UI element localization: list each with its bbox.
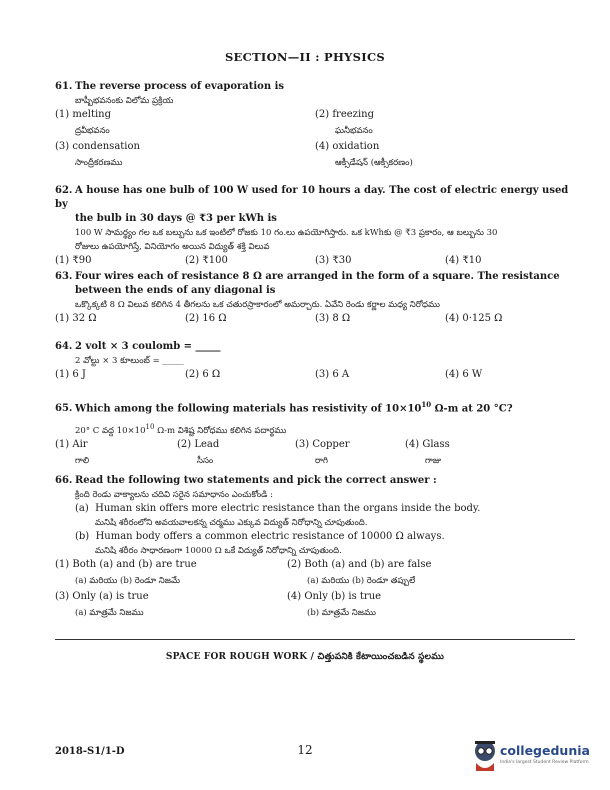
option-4: ₹10 (462, 255, 482, 266)
option-1-telugu: గాలి (75, 456, 90, 467)
option-2-telugu: ఘనీభవనం (335, 126, 373, 136)
option-number: (2) (315, 109, 330, 120)
question-stem-telugu: 100 W సామర్థ్యం గల ఒక బల్బును ఒక ఇంటిలో రోజకు 10 గం.లు ఉపయోగిస్తారు. ఒక kWhకు @ ₹3 ప్రకారం, ఆ బల్బును 30 (75, 228, 498, 238)
option-row-telugu (55, 574, 575, 590)
exponent: 10 (145, 423, 155, 432)
option-number: (4) (287, 591, 302, 602)
option-number: (1) (55, 369, 70, 380)
option-row (55, 254, 575, 270)
option-3: Copper (312, 439, 350, 451)
question-stem-telugu: బాష్పీభవనంకు విలోమ ప్రక్రియ (75, 96, 174, 106)
option-row (55, 312, 575, 328)
question-stem: The reverse process of evaporation is (75, 81, 285, 92)
option-3: 6 A (332, 369, 350, 380)
option-2: Both (a) and (b) are false (304, 559, 432, 570)
option-number: (3) (315, 369, 330, 380)
option-number: (2) (287, 559, 302, 570)
option-number: (2) (177, 439, 192, 451)
option-number: (2) (185, 313, 200, 324)
question-stem-tail: Ω-m at 20 °C? (431, 403, 513, 415)
question-63 (55, 270, 575, 328)
option-2: Lead (194, 439, 220, 451)
question-66 (55, 474, 575, 622)
question-65 (55, 398, 575, 470)
option-2: 16 Ω (202, 313, 227, 324)
option-3-telugu: రాగి (315, 456, 328, 467)
option-4: oxidation (332, 141, 380, 152)
option-row (55, 590, 575, 606)
option-2: freezing (332, 109, 374, 120)
option-3-telugu: (a) మాత్రమే నిజము (75, 608, 144, 618)
option-number: (1) (55, 109, 70, 120)
statement-label: (a) (75, 503, 89, 514)
statement-text: Human skin offers more electric resistance than the organs inside the body. (95, 503, 481, 514)
option-number: (3) (315, 313, 330, 324)
option-row-telugu (55, 156, 575, 172)
question-stem-telugu-line2: రోజులు ఉపయోగిస్తే, వినియోగం అయిన విద్యుత్ శక్తి విలువ (75, 242, 270, 252)
question-64 (55, 340, 575, 384)
collegedunia-logo (470, 735, 605, 785)
option-number: (4) (445, 255, 460, 266)
question-stem-line2: between the ends of any diagonal is (75, 285, 276, 296)
statement-a-telugu: మనిషి శరీరంలోని అవయవాలకన్న చర్మము ఎక్కువ విద్యుత్ నిరోధాన్ని చూపుతుంది. (95, 518, 368, 528)
option-1: melting (72, 109, 112, 120)
question-stem: Read the following two statements and pick the correct answer : (75, 475, 437, 486)
question-61 (55, 80, 575, 172)
option-number: (4) (445, 313, 460, 324)
question-number: 65. (55, 403, 73, 415)
option-3: condensation (72, 141, 140, 152)
statement-label: (b) (75, 531, 90, 542)
exponent: 10 (421, 400, 432, 409)
option-4: Glass (422, 439, 450, 451)
question-stem-telugu: ఒక్కొక్కటి 8 Ω విలువ కలిగిన 4 తీగలను ఒక చతురస్రాకారంలో అమర్చారు. ఏవేని రెండు కర్ణాల మధ్య నిరోధము (75, 300, 440, 310)
question-number: 66. (55, 475, 73, 486)
option-4: 6 W (462, 369, 483, 380)
question-number: 64. (55, 341, 73, 352)
question-stem: 2 volt × 3 coulomb = _____ (75, 341, 221, 352)
section-title: SECTION—II : PHYSICS (224, 50, 386, 64)
option-row (55, 368, 575, 384)
option-4-telugu: గాజు (425, 456, 442, 467)
statement-text: Human body offers a common electric resistance of 10000 Ω always. (95, 531, 445, 542)
question-stem: Which among the following materials has resistivity of 10×10 (75, 403, 422, 415)
option-2: 6 Ω (202, 369, 221, 380)
option-number: (3) (315, 255, 330, 266)
option-row (55, 140, 575, 156)
option-number: (4) (315, 141, 330, 152)
option-row (55, 108, 575, 124)
option-1: Both (a) and (b) are true (72, 559, 197, 570)
option-number: (2) (185, 369, 200, 380)
option-number: (3) (55, 141, 70, 152)
option-row (55, 558, 575, 574)
option-4-telugu: (b) మాత్రమే నిజము (307, 608, 376, 618)
option-number: (3) (55, 591, 70, 602)
option-number: (4) (405, 439, 420, 451)
question-stem-telugu: 2 వోల్టు × 3 కూలుంబ్ = _____ (75, 356, 184, 366)
statement-b (55, 530, 575, 544)
option-3: Only (a) is true (72, 591, 149, 602)
question-stem-telugu (55, 420, 575, 438)
option-1-telugu: (a) మరియు (b) రెండూ నిజమే (75, 576, 180, 586)
option-row-telugu (55, 606, 575, 622)
option-4: Only (b) is true (304, 591, 382, 602)
option-1-telugu: ద్రవీభవనం (75, 126, 110, 136)
option-3: 8 Ω (332, 313, 351, 324)
option-1: 32 Ω (72, 313, 97, 324)
rough-work-divider (55, 639, 575, 640)
question-stem-line2: the bulb in 30 days @ ₹3 per kWh is (75, 213, 277, 224)
question-62 (55, 184, 575, 270)
option-2: ₹100 (202, 255, 228, 266)
option-1: 6 J (72, 369, 86, 380)
question-stem: A house has one bulb of 100 W used for 10 hours a day. The cost of electric energy used by (55, 185, 569, 210)
question-number: 63. (55, 271, 73, 282)
option-4-telugu: ఆక్సీడేషన్ (ఆక్సీకరణం) (335, 158, 413, 168)
option-number: (1) (55, 255, 70, 266)
option-2-telugu: సీసం (197, 456, 214, 467)
telugu-stem-tail: Ω-m విశిష్ట నిరోధము కలిగిన పదార్థము (154, 426, 287, 437)
logo-tagline: India's largest Student Review Platform (500, 760, 589, 765)
rough-work-label: SPACE FOR ROUGH WORK / చిత్తుపనికి కేటాయించబడిన స్థలము (165, 652, 445, 662)
mascot-icon (470, 737, 500, 777)
logo-wordmark: collegedunia (500, 743, 590, 758)
option-number: (1) (55, 313, 70, 324)
statement-a (55, 502, 575, 516)
option-4: 0·125 Ω (462, 313, 503, 324)
option-1: ₹90 (72, 255, 92, 266)
question-stem: Four wires each of resistance 8 Ω are arranged in the form of a square. The resistance (75, 271, 560, 282)
option-number: (1) (55, 439, 70, 451)
option-3-telugu: సాంద్రీకరణము (75, 158, 123, 168)
option-3: ₹30 (332, 255, 352, 266)
page-number: 12 (297, 743, 313, 757)
option-number: (1) (55, 559, 70, 570)
option-number: (4) (445, 369, 460, 380)
option-2-telugu: (a) మరియు (b) రెండూ తప్పులే (307, 576, 416, 586)
telugu-stem-part: 20° C వద్ద 10×10 (75, 426, 146, 437)
option-number: (3) (295, 439, 310, 451)
option-row-telugu (55, 124, 575, 140)
question-number: 61. (55, 81, 73, 92)
option-1: Air (72, 439, 88, 451)
question-stem-telugu: క్రింది రెండు వాక్యాలను చదివి సరైన సమాధానం ఎంచుకోండి : (75, 490, 274, 500)
option-number: (2) (185, 255, 200, 266)
paper-code: 2018-S1/1-D (55, 746, 125, 757)
statement-b-telugu: మనిషి శరీరం సాధారణంగా 10000 Ω ఒకే విద్యుత్ నిరోధాన్ని చూపుతుంది. (95, 546, 342, 556)
option-row-telugu (55, 454, 575, 470)
option-row (55, 438, 575, 454)
question-number: 62. (55, 185, 73, 196)
